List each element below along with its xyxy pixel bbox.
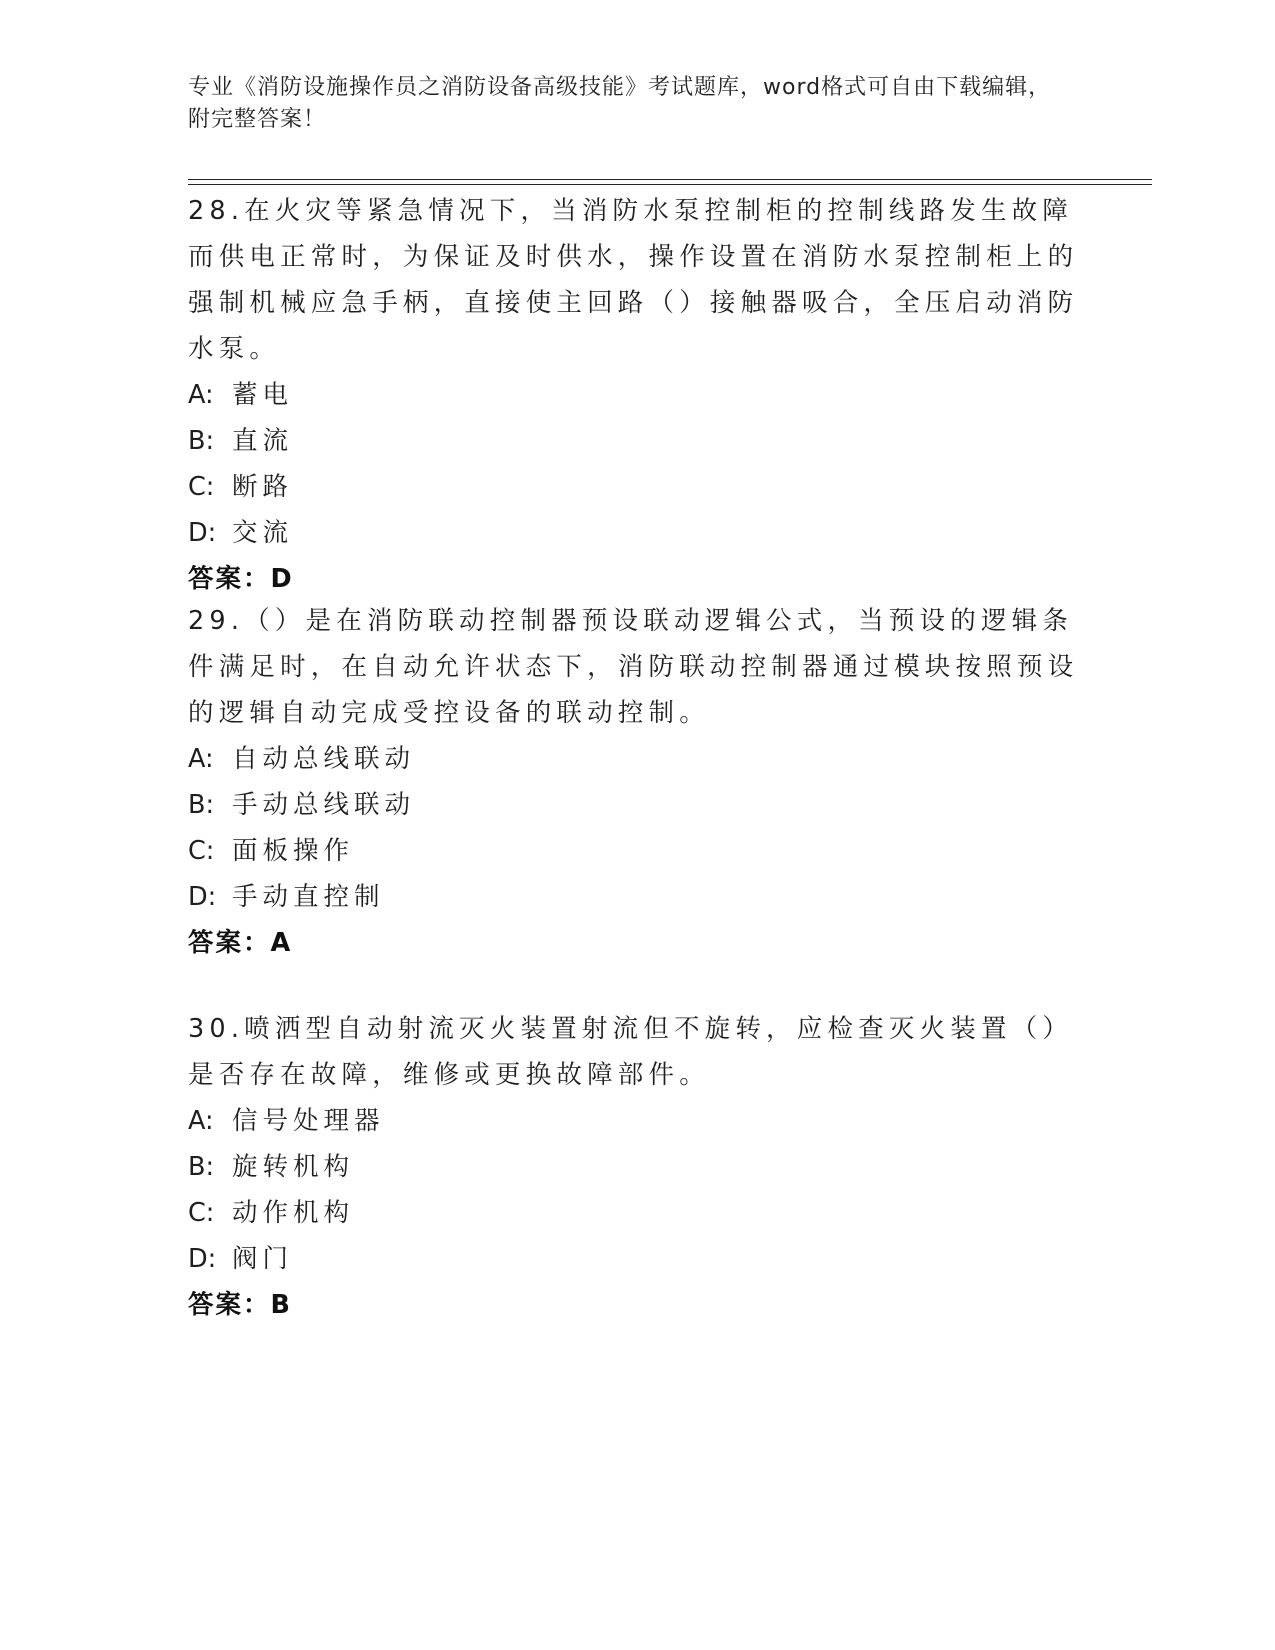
option-a — [188, 736, 1088, 782]
option-key: A: — [188, 1106, 214, 1136]
option-text: 手动直控制 — [232, 882, 385, 912]
option-text: 蓄电 — [232, 380, 294, 410]
document-header: 专业《消防设施操作员之消防设备高级技能》考试题库，word格式可自由下载编辑，附完整答案！ — [188, 75, 1052, 132]
option-key: D: — [188, 518, 217, 548]
option-text: 手动总线联动 — [232, 790, 416, 820]
question-text: 30.喷洒型自动射流灭火装置射流但不旋转，应检查灭火装置（）是否存在故障，维修或更换故障部件。 — [188, 1014, 1074, 1090]
option-text: 动作机构 — [232, 1198, 355, 1228]
option-key: C: — [188, 472, 215, 502]
option-text: 断路 — [232, 472, 294, 502]
question-text: 29.（）是在消防联动控制器预设联动逻辑公式，当预设的逻辑条件满足时，在自动允许状态下，消防联动控制器通过模块按照预设的逻辑自动完成受控设备的联动控制。 — [188, 606, 1079, 728]
answer: 答案：B — [188, 1290, 292, 1320]
option-key: D: — [188, 1244, 217, 1274]
answer: 答案：A — [188, 928, 293, 958]
question-29 — [188, 598, 1088, 966]
option-d — [188, 874, 1088, 920]
option-key: C: — [188, 1198, 215, 1228]
question-30 — [188, 1006, 1088, 1328]
option-text: 面板操作 — [232, 836, 355, 866]
header-divider-bottom — [188, 184, 1152, 185]
option-key: D: — [188, 882, 217, 912]
option-text: 交流 — [232, 518, 294, 548]
option-key: B: — [188, 426, 215, 456]
option-key: A: — [188, 744, 214, 774]
answer: 答案：D — [188, 564, 294, 594]
option-text: 阀门 — [232, 1244, 294, 1274]
option-text: 自动总线联动 — [232, 744, 416, 774]
option-a — [188, 372, 1088, 418]
option-key: B: — [188, 1152, 215, 1182]
option-d — [188, 1236, 1088, 1282]
option-key: A: — [188, 380, 214, 410]
option-d — [188, 510, 1088, 556]
option-b — [188, 782, 1088, 828]
option-b — [188, 418, 1088, 464]
option-text: 信号处理器 — [232, 1106, 385, 1136]
option-b — [188, 1144, 1088, 1190]
option-c — [188, 828, 1088, 874]
option-key: C: — [188, 836, 215, 866]
option-c — [188, 464, 1088, 510]
option-a — [188, 1098, 1088, 1144]
question-28 — [188, 188, 1088, 602]
option-key: B: — [188, 790, 215, 820]
option-c — [188, 1190, 1088, 1236]
header-divider-top — [188, 179, 1152, 180]
question-text: 28.在火灾等紧急情况下，当消防水泵控制柜的控制线路发生故障而供电正常时，为保证及时供水，操作设置在消防水泵控制柜上的强制机械应急手柄，直接使主回路（）接触器吸合，全压启动消防水泵。 — [188, 196, 1079, 364]
option-text: 直流 — [232, 426, 294, 456]
option-text: 旋转机构 — [232, 1152, 355, 1182]
